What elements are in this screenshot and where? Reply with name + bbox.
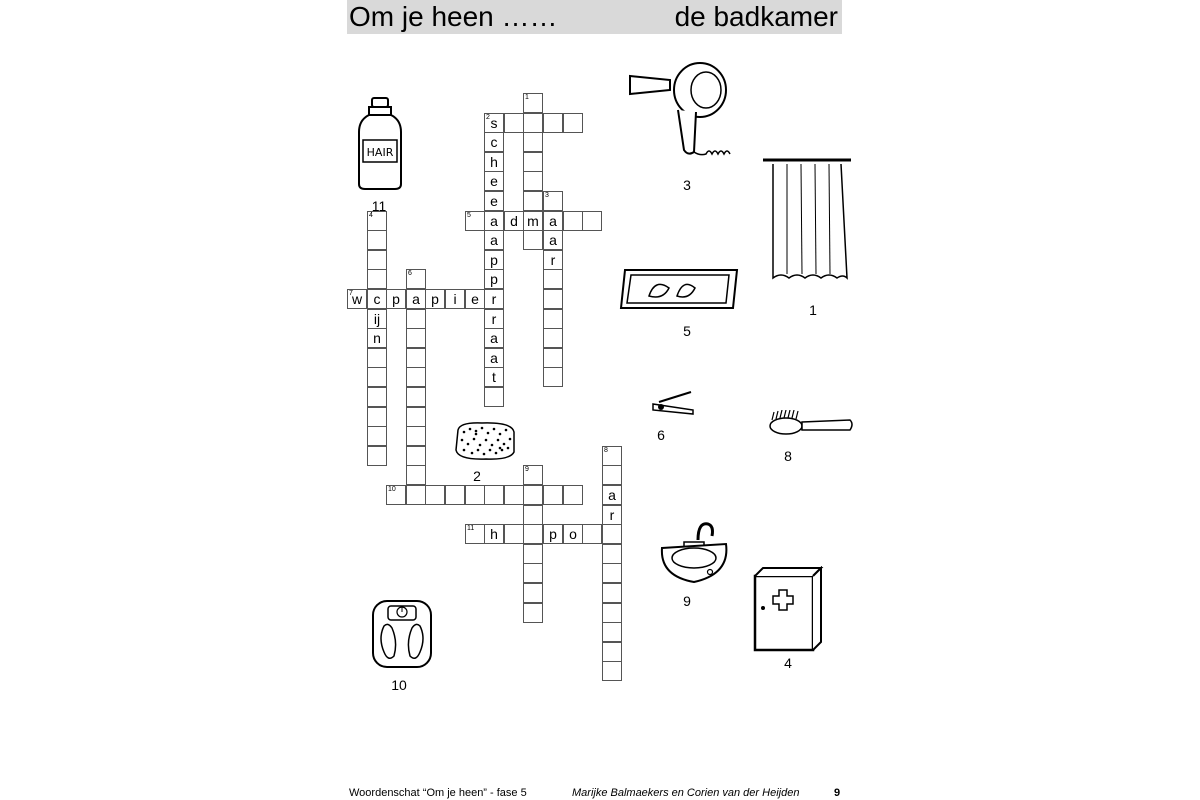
crossword-cell[interactable] [484,211,504,231]
shower-curtain-icon [761,154,853,282]
crossword-cell[interactable] [484,309,504,329]
footer-page-number: 9 [834,787,841,799]
crossword-cell[interactable] [367,250,387,270]
page-title: Om je heen …… [349,1,558,32]
given-letter: p [490,271,498,287]
given-letter: a [608,487,616,503]
crossword-cell[interactable] [406,387,426,407]
crossword-cell[interactable] [465,211,485,231]
given-letter: c [373,291,381,307]
given-letter: p [431,291,439,307]
given-letter: ij [373,311,381,327]
crossword-cell[interactable] [602,563,622,583]
crossword-cell[interactable] [484,328,504,348]
crossword-cell[interactable] [523,113,543,133]
crossword-cell[interactable] [367,328,387,348]
given-letter: p [490,252,498,268]
crossword-cell[interactable] [484,269,504,289]
crossword-cell[interactable] [543,250,563,270]
crossword-cell[interactable] [406,289,426,309]
given-letter: e [490,193,498,209]
crossword-cell[interactable] [523,93,543,113]
given-letter: w [351,291,363,307]
crossword-cell[interactable] [484,250,504,270]
picture-label-curtain: 1 [809,302,817,318]
given-letter: a [490,232,498,248]
crossword-cell[interactable] [582,211,602,231]
crossword-cell[interactable] [543,309,563,329]
nail-clipper-icon [649,388,697,418]
clue-number: 1 [525,94,529,101]
given-letter: o [569,526,577,542]
clue-number: 7 [349,290,353,297]
crossword-cell[interactable] [563,485,583,505]
crossword-cell[interactable] [484,113,504,133]
crossword-cell[interactable] [563,113,583,133]
given-letter: r [491,291,497,307]
crossword-cell[interactable] [523,132,543,152]
sink-icon [658,516,730,586]
given-letter: r [550,252,556,268]
crossword-cell[interactable] [367,309,387,329]
crossword-cell[interactable] [523,230,543,250]
crossword-cell[interactable] [543,289,563,309]
given-letter: i [453,291,457,307]
crossword-cell[interactable] [602,544,622,564]
given-letter: s [490,115,498,131]
crossword-cell[interactable] [602,505,622,525]
crossword-cell[interactable] [543,328,563,348]
clue-number: 3 [545,192,549,199]
crossword-cell[interactable] [484,132,504,152]
picture-label-scale: 10 [391,677,407,693]
given-letter: h [490,526,498,542]
crossword-cell[interactable] [367,230,387,250]
crossword-cell[interactable] [523,485,543,505]
crossword-cell[interactable] [406,446,426,466]
crossword-cell[interactable] [367,387,387,407]
crossword-cell[interactable] [367,407,387,427]
medicine-cabinet-icon [751,566,825,652]
clue-number: 2 [486,114,490,121]
clue-number: 5 [467,212,471,219]
crossword-cell[interactable] [484,191,504,211]
clue-number: 8 [604,447,608,454]
crossword-cell[interactable] [367,426,387,446]
crossword-cell[interactable] [386,485,406,505]
crossword-cell[interactable] [504,113,524,133]
crossword-cell[interactable] [602,603,622,623]
crossword-cell[interactable] [465,524,485,544]
crossword-cell[interactable] [484,152,504,172]
clue-number: 10 [388,486,396,493]
crossword-cell[interactable] [523,171,543,191]
crossword-cell[interactable] [504,524,524,544]
crossword-cell[interactable] [563,524,583,544]
given-letter: e [471,291,479,307]
crossword-cell[interactable] [484,230,504,250]
bathmat-icon [617,266,741,312]
crossword-cell[interactable] [484,348,504,368]
crossword-cell[interactable] [543,269,563,289]
crossword-cell[interactable] [465,289,485,309]
crossword-cell[interactable] [484,524,504,544]
given-letter: m [527,213,539,229]
crossword-cell[interactable] [504,485,524,505]
crossword-cell[interactable] [425,485,445,505]
bottle-label: HAIR [366,146,394,159]
crossword-cell[interactable] [367,211,387,231]
crossword-cell[interactable] [445,485,465,505]
bathroom-scale-icon [370,598,434,670]
crossword-cell[interactable] [543,113,563,133]
crossword-cell[interactable] [543,485,563,505]
crossword-cell[interactable] [406,328,426,348]
shampoo-bottle-icon [355,96,407,192]
crossword-cell[interactable] [347,289,367,309]
crossword-cell[interactable] [406,426,426,446]
crossword-cell[interactable] [523,465,543,485]
hairbrush-icon [768,410,854,436]
given-letter: p [392,291,400,307]
crossword-cell[interactable] [523,211,543,231]
picture-label-brush: 8 [784,448,792,464]
given-letter: n [373,330,381,346]
given-letter: r [491,311,497,327]
crossword-cell[interactable] [406,348,426,368]
clue-number: 9 [525,466,529,473]
crossword-cell[interactable] [425,289,445,309]
crossword-cell[interactable] [602,524,622,544]
crossword-cell[interactable] [406,407,426,427]
crossword-cell[interactable] [543,211,563,231]
crossword-cell[interactable] [602,583,622,603]
picture-label-sink: 9 [683,593,691,609]
given-letter: d [510,213,518,229]
footer-series: Woordenschat “Om je heen” - fase 5 [349,787,527,799]
crossword-cell[interactable] [484,289,504,309]
picture-label-shampoo: 11 [371,198,387,214]
crossword-cell[interactable] [523,524,543,544]
crossword-cell[interactable] [484,485,504,505]
given-letter: a [490,213,498,229]
crossword-cell[interactable] [367,269,387,289]
given-letter: a [490,330,498,346]
crossword-cell[interactable] [367,289,387,309]
picture-label-sponge: 2 [473,468,481,484]
crossword-cell[interactable] [367,348,387,368]
crossword-cell[interactable] [602,642,622,662]
given-letter: a [549,232,557,248]
crossword-cell[interactable] [543,348,563,368]
crossword-cell[interactable] [367,367,387,387]
crossword-cell[interactable] [563,211,583,231]
crossword-cell[interactable] [602,622,622,642]
clue-number: 11 [467,525,475,532]
hairdryer-icon [626,62,738,162]
crossword-cell[interactable] [386,289,406,309]
crossword-cell[interactable] [465,485,485,505]
given-letter: a [490,350,498,366]
crossword-cell[interactable] [406,367,426,387]
crossword-cell[interactable] [367,446,387,466]
crossword-cell[interactable] [523,563,543,583]
given-letter: e [490,173,498,189]
crossword-cell[interactable] [602,465,622,485]
picture-label-hairdryer: 3 [683,177,691,193]
sponge-icon [452,420,518,462]
crossword-cell[interactable] [543,524,563,544]
crossword-cell[interactable] [484,367,504,387]
crossword-cell[interactable] [602,446,622,466]
crossword-cell[interactable] [504,211,524,231]
crossword-cell[interactable] [523,583,543,603]
crossword-cell[interactable] [602,485,622,505]
picture-label-cabinet: 4 [784,655,792,671]
given-letter: a [549,213,557,229]
given-letter: r [609,507,615,523]
crossword-cell[interactable] [406,269,426,289]
crossword-cell[interactable] [445,289,465,309]
footer-authors: Marijke Balmaekers en Corien van der Heijden [572,787,800,799]
given-letter: a [412,291,420,307]
crossword-cell[interactable] [543,367,563,387]
crossword-cell[interactable] [406,309,426,329]
given-letter: t [492,369,496,385]
page-topic: de badkamer [674,1,838,32]
crossword-cell[interactable] [406,485,426,505]
crossword-cell[interactable] [523,191,543,211]
picture-label-nailclipper: 6 [657,427,665,443]
crossword-cell[interactable] [602,661,622,681]
crossword-cell[interactable] [523,152,543,172]
clue-number: 4 [369,212,373,219]
clue-number: 6 [408,270,412,277]
crossword-cell[interactable] [523,505,543,525]
crossword-cell[interactable] [543,230,563,250]
given-letter: h [490,154,498,170]
crossword-cell[interactable] [484,171,504,191]
crossword-cell[interactable] [406,465,426,485]
crossword-cell[interactable] [484,387,504,407]
crossword-cell[interactable] [543,191,563,211]
crossword-cell[interactable] [523,603,543,623]
given-letter: c [490,134,498,150]
given-letter: p [549,526,557,542]
crossword-cell[interactable] [523,544,543,564]
picture-label-bathmat: 5 [683,323,691,339]
crossword-cell[interactable] [582,524,602,544]
